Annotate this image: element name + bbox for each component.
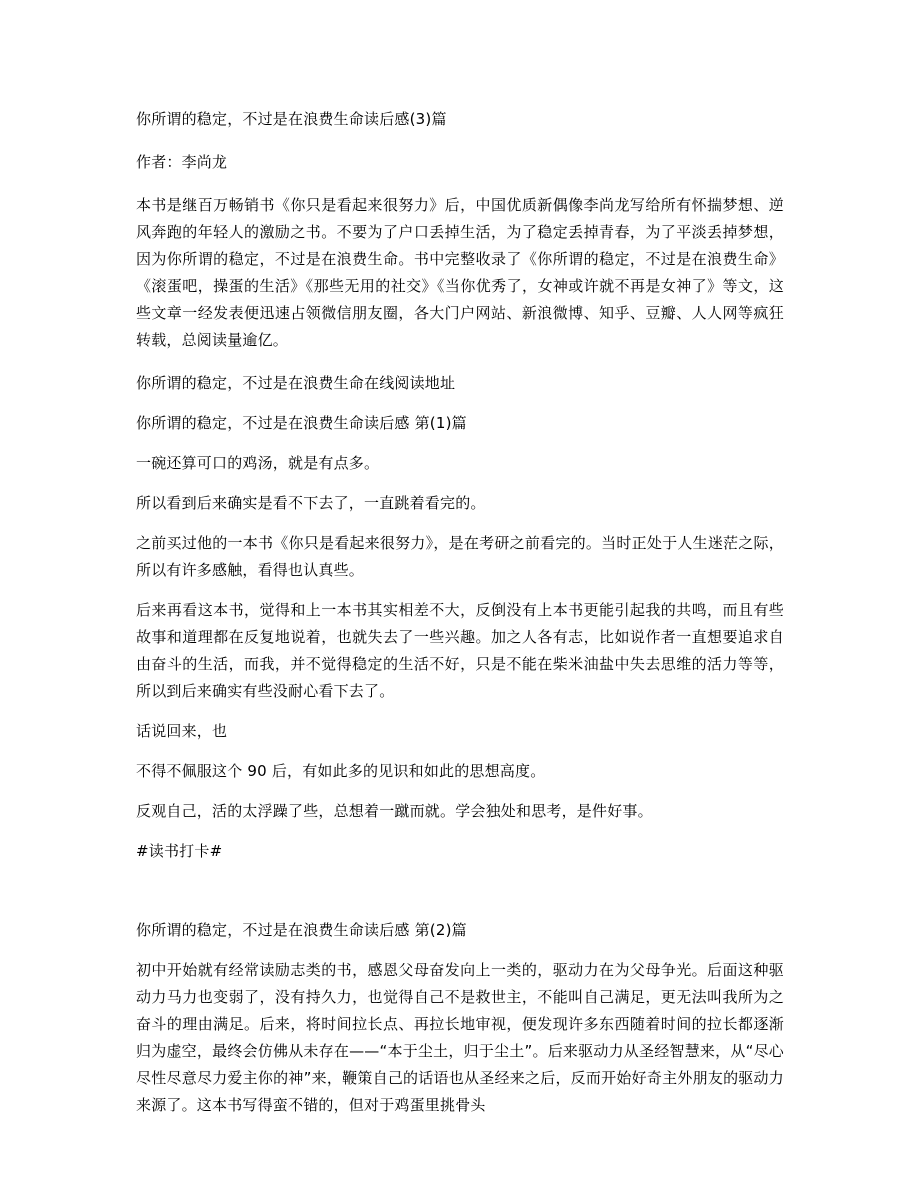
online-reading-link[interactable]: 你所谓的稳定，不过是在浪费生命在线阅读地址 — [136, 374, 456, 392]
author-line: 作者：李尚龙 — [136, 153, 228, 171]
section-1-heading: 你所谓的稳定，不过是在浪费生命读后感 第(1)篇 — [136, 414, 467, 432]
section-2-heading: 你所谓的稳定，不过是在浪费生命读后感 第(2)篇 — [136, 921, 467, 939]
section-1-paragraph: 之前买过他的一本书《你只是看起来很努力》，是在考研之前看完的。当时正处于人生迷茫之际，所以有许多感触，看得也认真些。 — [136, 534, 784, 579]
section-1-paragraph: 后来再看这本书，觉得和上一本书其实相差不大，反倒没有上本书更能引起我的共鸣，而且有些故事和道理都在反复地说着，也就失去了一些兴趣。加之人各有志，比如说作者一直想要追求自由奋斗的生活，而我，并不觉得稳定的生活不好，只是不能在柴米油盐中失去思维的活力等等，所以到后来确实有些没耐心看下去了。 — [136, 601, 784, 700]
reading-hashtag: #读书打卡# — [136, 842, 223, 860]
section-1-paragraph: 话说回来，也 — [136, 722, 228, 740]
section-1-paragraph: 一碗还算可口的鸡汤，就是有点多。 — [136, 454, 380, 472]
document-page — [136, 106, 784, 1119]
document-title: 你所谓的稳定，不过是在浪费生命读后感(3)篇 — [136, 110, 447, 128]
section-1-paragraph: 反观自己，活的太浮躁了些，总想着一蹴而就。学会独处和思考，是件好事。 — [136, 802, 653, 820]
book-introduction: 本书是继百万畅销书《你只是看起来很努力》后，中国优质新偶像李尚龙写给所有怀揣梦想、逆风奔跑的年轻人的激励之书。不要为了户口丢掉生活，为了稳定丢掉青春，为了平淡丢掉梦想，因为你所谓的稳定，不过是在浪费生命。书中完整收录了《你所谓的稳定，不过是在浪费生命》《滚蛋吧，操蛋的生活》《那些无用的社交》《当你优秀了，女神或许就不再是女神了》等文，这些文章一经发表便迅速占领微信朋友圈，各大门户网站、新浪微博、知乎、豆瓣、人人网等疯狂转载，总阅读量逾亿。 — [136, 196, 784, 349]
section-2-paragraph: 初中开始就有经常读励志类的书，感恩父母奋发向上一类的，驱动力在为父母争光。后面这种驱动力马力也变弱了，没有持久力，也觉得自己不是救世主，不能叫自己满足，更无法叫我所为之奋斗的理由满足。后来，将时间拉长点、再拉长地审视，便发现许多东西随着时间的拉长都逐渐归为虚空，最终会仿佛从未存在——“本于尘土，归于尘土”。后来驱动力从圣经智慧来，从“尽心尽性尽意尽力爱主你的神”来，鞭策自己的话语也从圣经来之后，反而开始好奇主外朋友的驱动力来源了。这本书写得蛮不错的，但对于鸡蛋里挑骨头 — [136, 961, 784, 1114]
section-1-paragraph: 所以看到后来确实是看不下去了，一直跳着看完的。 — [136, 494, 486, 512]
section-1-paragraph: 不得不佩服这个 90 后，有如此多的见识和如此的思想高度。 — [136, 762, 546, 780]
